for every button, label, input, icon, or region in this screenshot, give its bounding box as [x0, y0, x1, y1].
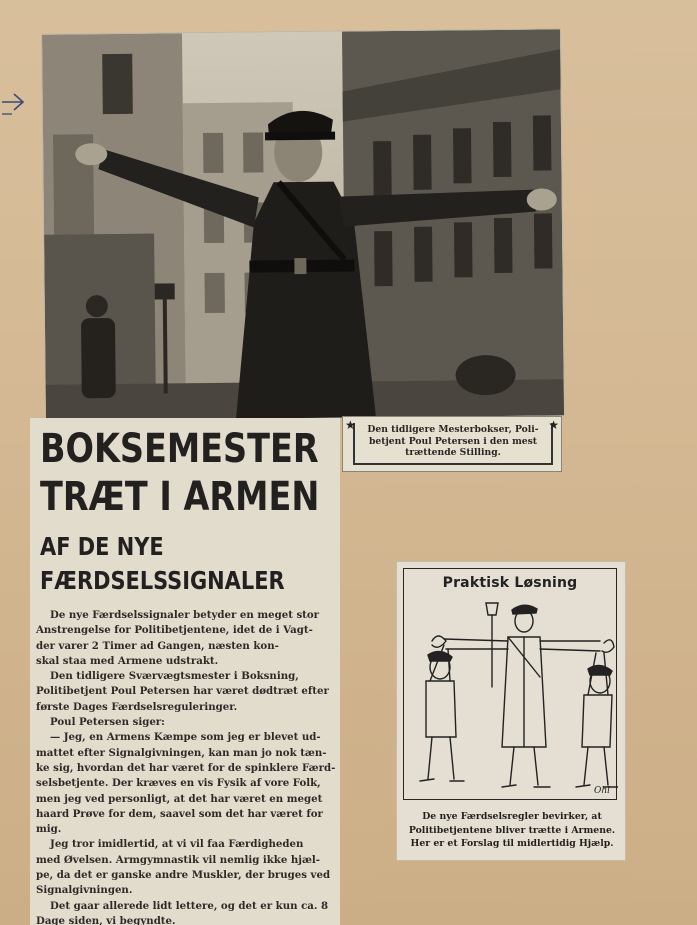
- article-line: der varer 2 Timer ad Gangen, næsten kon-: [36, 639, 279, 652]
- article-line: — Jeg, en Armens Kæmpe som jeg er blevet ud-: [50, 731, 321, 744]
- article-line: Anstrengelse for Politibetjentene, idet de i Vagt-: [36, 624, 313, 637]
- article-line: selsbetjente. Der kræves en vis Fysik af vore Folk,: [36, 777, 321, 790]
- policeman-photo: [42, 29, 564, 420]
- article-line: haard Prøve for dem, saavel som det har været for: [36, 807, 323, 820]
- cartoon-clipping: [397, 562, 625, 860]
- article-body: [36, 608, 336, 925]
- cartoon-drawing-icon: [404, 597, 618, 799]
- cartoon-signature: Ohl: [594, 786, 611, 796]
- article-line: Dage siden, vi begyndte.: [36, 914, 176, 925]
- photo-traffic-policeman-icon: [42, 29, 564, 420]
- article-line: men jeg ved personligt, at det har været en meget: [36, 792, 323, 805]
- article-line: Signalgivningen.: [36, 884, 133, 897]
- article-line: skal staa med Armene udstrakt.: [36, 654, 219, 667]
- pen-arrow-icon: [2, 88, 30, 118]
- cartoon-caption: [401, 810, 623, 851]
- article-line: Poul Petersen siger:: [50, 716, 165, 729]
- article-line: med Øvelsen. Armgymnastik vil nemlig ikke hjæl-: [36, 853, 321, 866]
- article-line: De nye Færdselssignaler betyder en meget stor: [50, 609, 320, 621]
- article-line: første Dages Færdselsreguleringer.: [36, 700, 238, 713]
- cartoon-title: Praktisk Løsning: [442, 575, 578, 591]
- article-clipping: [30, 418, 340, 925]
- subheadline-line-2: FÆRDSELSSIGNALER: [40, 566, 285, 595]
- cartoon-caption-line: De nye Færdselsregler bevirker, at: [422, 811, 602, 822]
- article-line: mig.: [36, 823, 62, 836]
- article-line: mattet efter Signalgivningen, kan man jo nok tæn-: [36, 746, 327, 759]
- article-line: Det gaar allerede lidt lettere, og det er kun ca. 8: [50, 899, 329, 912]
- photo-caption-line: Den tidligere Mesterbokser, Poli-: [367, 424, 539, 435]
- photo-caption: [342, 416, 562, 472]
- subheadline-line-1: AF DE NYE: [40, 532, 164, 561]
- article-line: ke sig, hvordan det har været for de spinklere Færd-: [36, 761, 336, 774]
- star-icon: ★: [345, 418, 356, 432]
- headline-line-2: TRÆT I ARMEN: [40, 474, 320, 520]
- article-line: pe, da det er ganske andre Muskler, der bruges ved: [36, 869, 331, 882]
- cartoon-caption-line: Politibetjentene bliver trætte i Armene.: [408, 824, 616, 836]
- article-line: Den tidligere Sværvægtsmester i Boksning,: [50, 670, 299, 683]
- headline-line-1: BOKSEMESTER: [40, 426, 319, 472]
- article-line: Jeg tror imidlertid, at vi vil faa Færdigheden: [50, 838, 304, 851]
- article-line: Politibetjent Poul Petersen har været dødtræt efter: [36, 685, 329, 698]
- cartoon-caption-line: Her er et Forslag til midlertidig Hjælp.: [410, 838, 614, 849]
- photo-caption-box: [353, 423, 553, 465]
- cartoon-frame: [403, 568, 617, 800]
- photo-caption-line: betjent Poul Petersen i den mest: [368, 435, 538, 447]
- star-icon: ★: [548, 418, 559, 432]
- photo-caption-line: trættende Stilling.: [405, 447, 501, 459]
